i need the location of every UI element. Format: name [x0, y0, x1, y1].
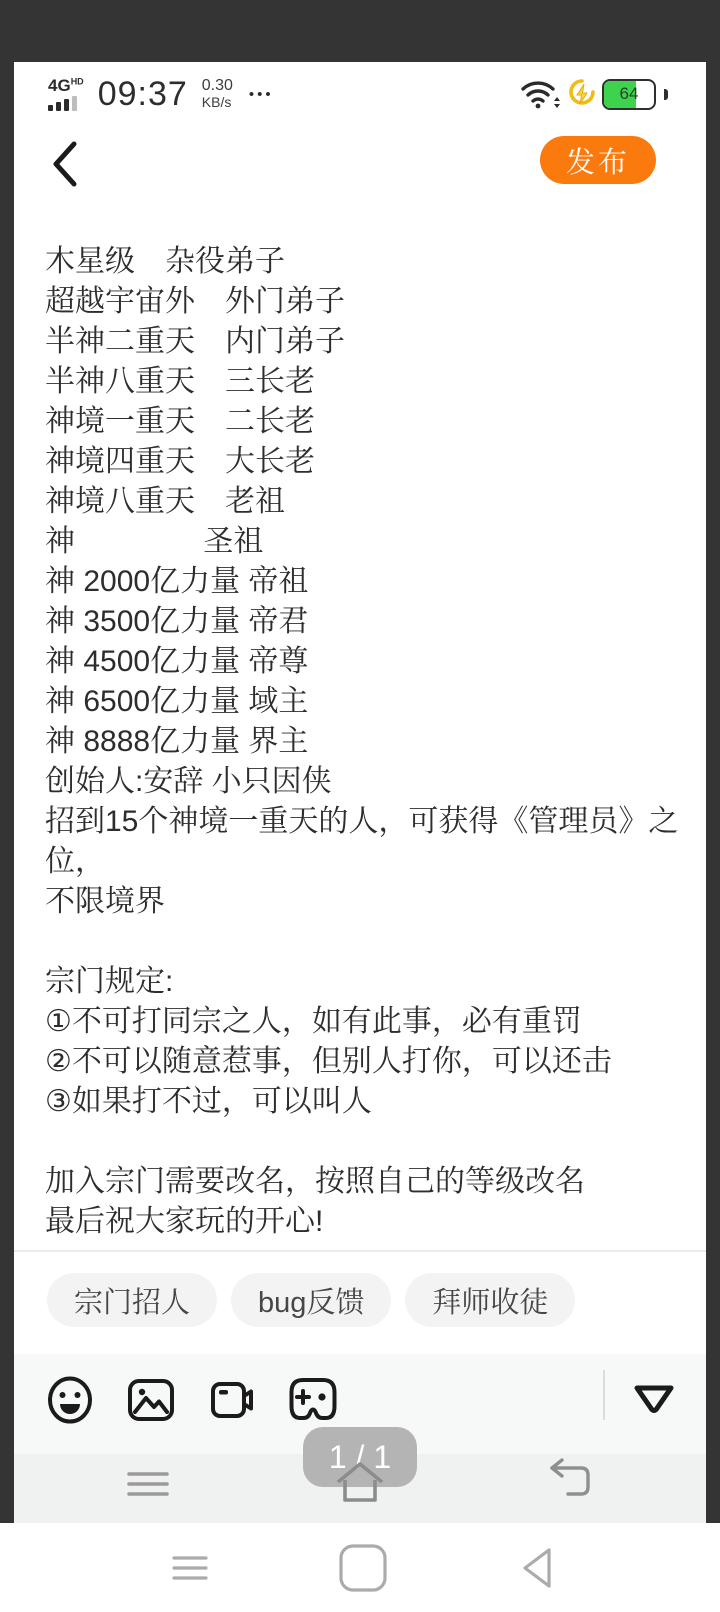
post-line: 半神二重天 内门弟子: [45, 325, 345, 358]
tag-chip-mentor[interactable]: 拜师收徒: [405, 1273, 575, 1327]
video-button[interactable]: [208, 1376, 256, 1424]
publish-button[interactable]: 发布: [540, 136, 656, 184]
post-line: 加入宗门需要改名，按照自己的等级改名: [45, 1165, 585, 1198]
net-speed: 0.30 KB/s: [201, 77, 233, 111]
emoji-button[interactable]: [46, 1376, 94, 1424]
post-line: 神 6500亿力量 域主: [45, 685, 309, 718]
toolbar-divider: [603, 1370, 605, 1420]
post-editor[interactable]: [45, 242, 681, 1242]
post-line: 神 2000亿力量 帝祖: [45, 565, 309, 598]
menu-lines-icon: [170, 1550, 210, 1586]
captured-return-icon[interactable]: [548, 1458, 592, 1498]
signal-4g-icon: $4G^{HD}$: [48, 77, 84, 111]
back-button[interactable]: [44, 140, 88, 188]
post-line: 神境一重天 二长老: [45, 405, 315, 438]
tag-chip-bug-feedback[interactable]: bug反馈: [231, 1273, 391, 1327]
video-icon: [208, 1376, 256, 1424]
post-line: ①不可打同宗之人，如有此事，必有重罚: [45, 1005, 582, 1038]
post-line: 最后祝大家玩的开心!: [45, 1205, 324, 1238]
post-line: 神境四重天 大长老: [45, 445, 315, 478]
image-icon: [127, 1376, 175, 1424]
post-line: 不限境界: [45, 885, 165, 918]
home-square-icon: [339, 1544, 387, 1592]
post-line: 创始人:安辞 小只因侠: [45, 765, 332, 798]
app-screenshot-card: [14, 62, 706, 1523]
game-button[interactable]: [289, 1376, 337, 1424]
battery-level: 64: [619, 84, 639, 103]
image-button[interactable]: [127, 1376, 175, 1424]
post-line: 招到15个神境一重天的人，可获得《管理员》之位，: [45, 805, 679, 878]
post-line: ②不可以随意惹事，但别人打你，可以还击: [45, 1045, 612, 1078]
post-line: [45, 1122, 681, 1162]
status-bar: [14, 72, 706, 116]
collapse-keyboard-button[interactable]: [630, 1376, 678, 1424]
topic-tags: [47, 1273, 575, 1327]
post-line: 神境八重天 老祖: [45, 485, 285, 518]
post-line: [45, 922, 681, 962]
captured-nav-strip: [14, 1438, 706, 1523]
nav-back-button[interactable]: [497, 1523, 577, 1612]
tag-chip-sect-recruit[interactable]: 宗门招人: [47, 1273, 217, 1327]
post-line: ③如果打不过，可以叫人: [45, 1085, 372, 1118]
section-divider: [14, 1250, 706, 1252]
back-triangle-icon: [519, 1545, 555, 1591]
post-line: 宗门规定:: [45, 965, 174, 998]
nav-menu-button[interactable]: [150, 1523, 230, 1612]
wifi-icon: [520, 77, 562, 111]
notification-dots-icon: •••: [248, 85, 274, 103]
post-line: 神 4500亿力量 帝尊: [45, 645, 309, 678]
emoji-icon: [46, 1376, 94, 1424]
captured-menu-icon[interactable]: [125, 1464, 171, 1504]
battery-indicator: [602, 79, 656, 110]
chevron-left-icon: [44, 140, 88, 188]
post-line: 神 圣祖: [45, 525, 264, 558]
post-line: 超越宇宙外 外门弟子: [45, 285, 345, 318]
post-line: 半神八重天 三长老: [45, 365, 315, 398]
post-line: 木星级 杂役弟子: [45, 245, 285, 278]
captured-home-icon[interactable]: [334, 1456, 386, 1508]
system-nav-bar: [0, 1523, 720, 1612]
battery-nub: [664, 89, 668, 100]
nav-home-button[interactable]: [323, 1523, 403, 1612]
post-line: 神 3500亿力量 帝君: [45, 605, 309, 638]
collapse-icon: [632, 1382, 676, 1418]
clock: 09:37: [97, 74, 188, 113]
gamepad-icon: [289, 1376, 337, 1424]
pager-badge: 1 / 1: [303, 1427, 417, 1487]
post-line: 神 8888亿力量 界主: [45, 725, 309, 758]
charging-icon: [569, 78, 595, 110]
